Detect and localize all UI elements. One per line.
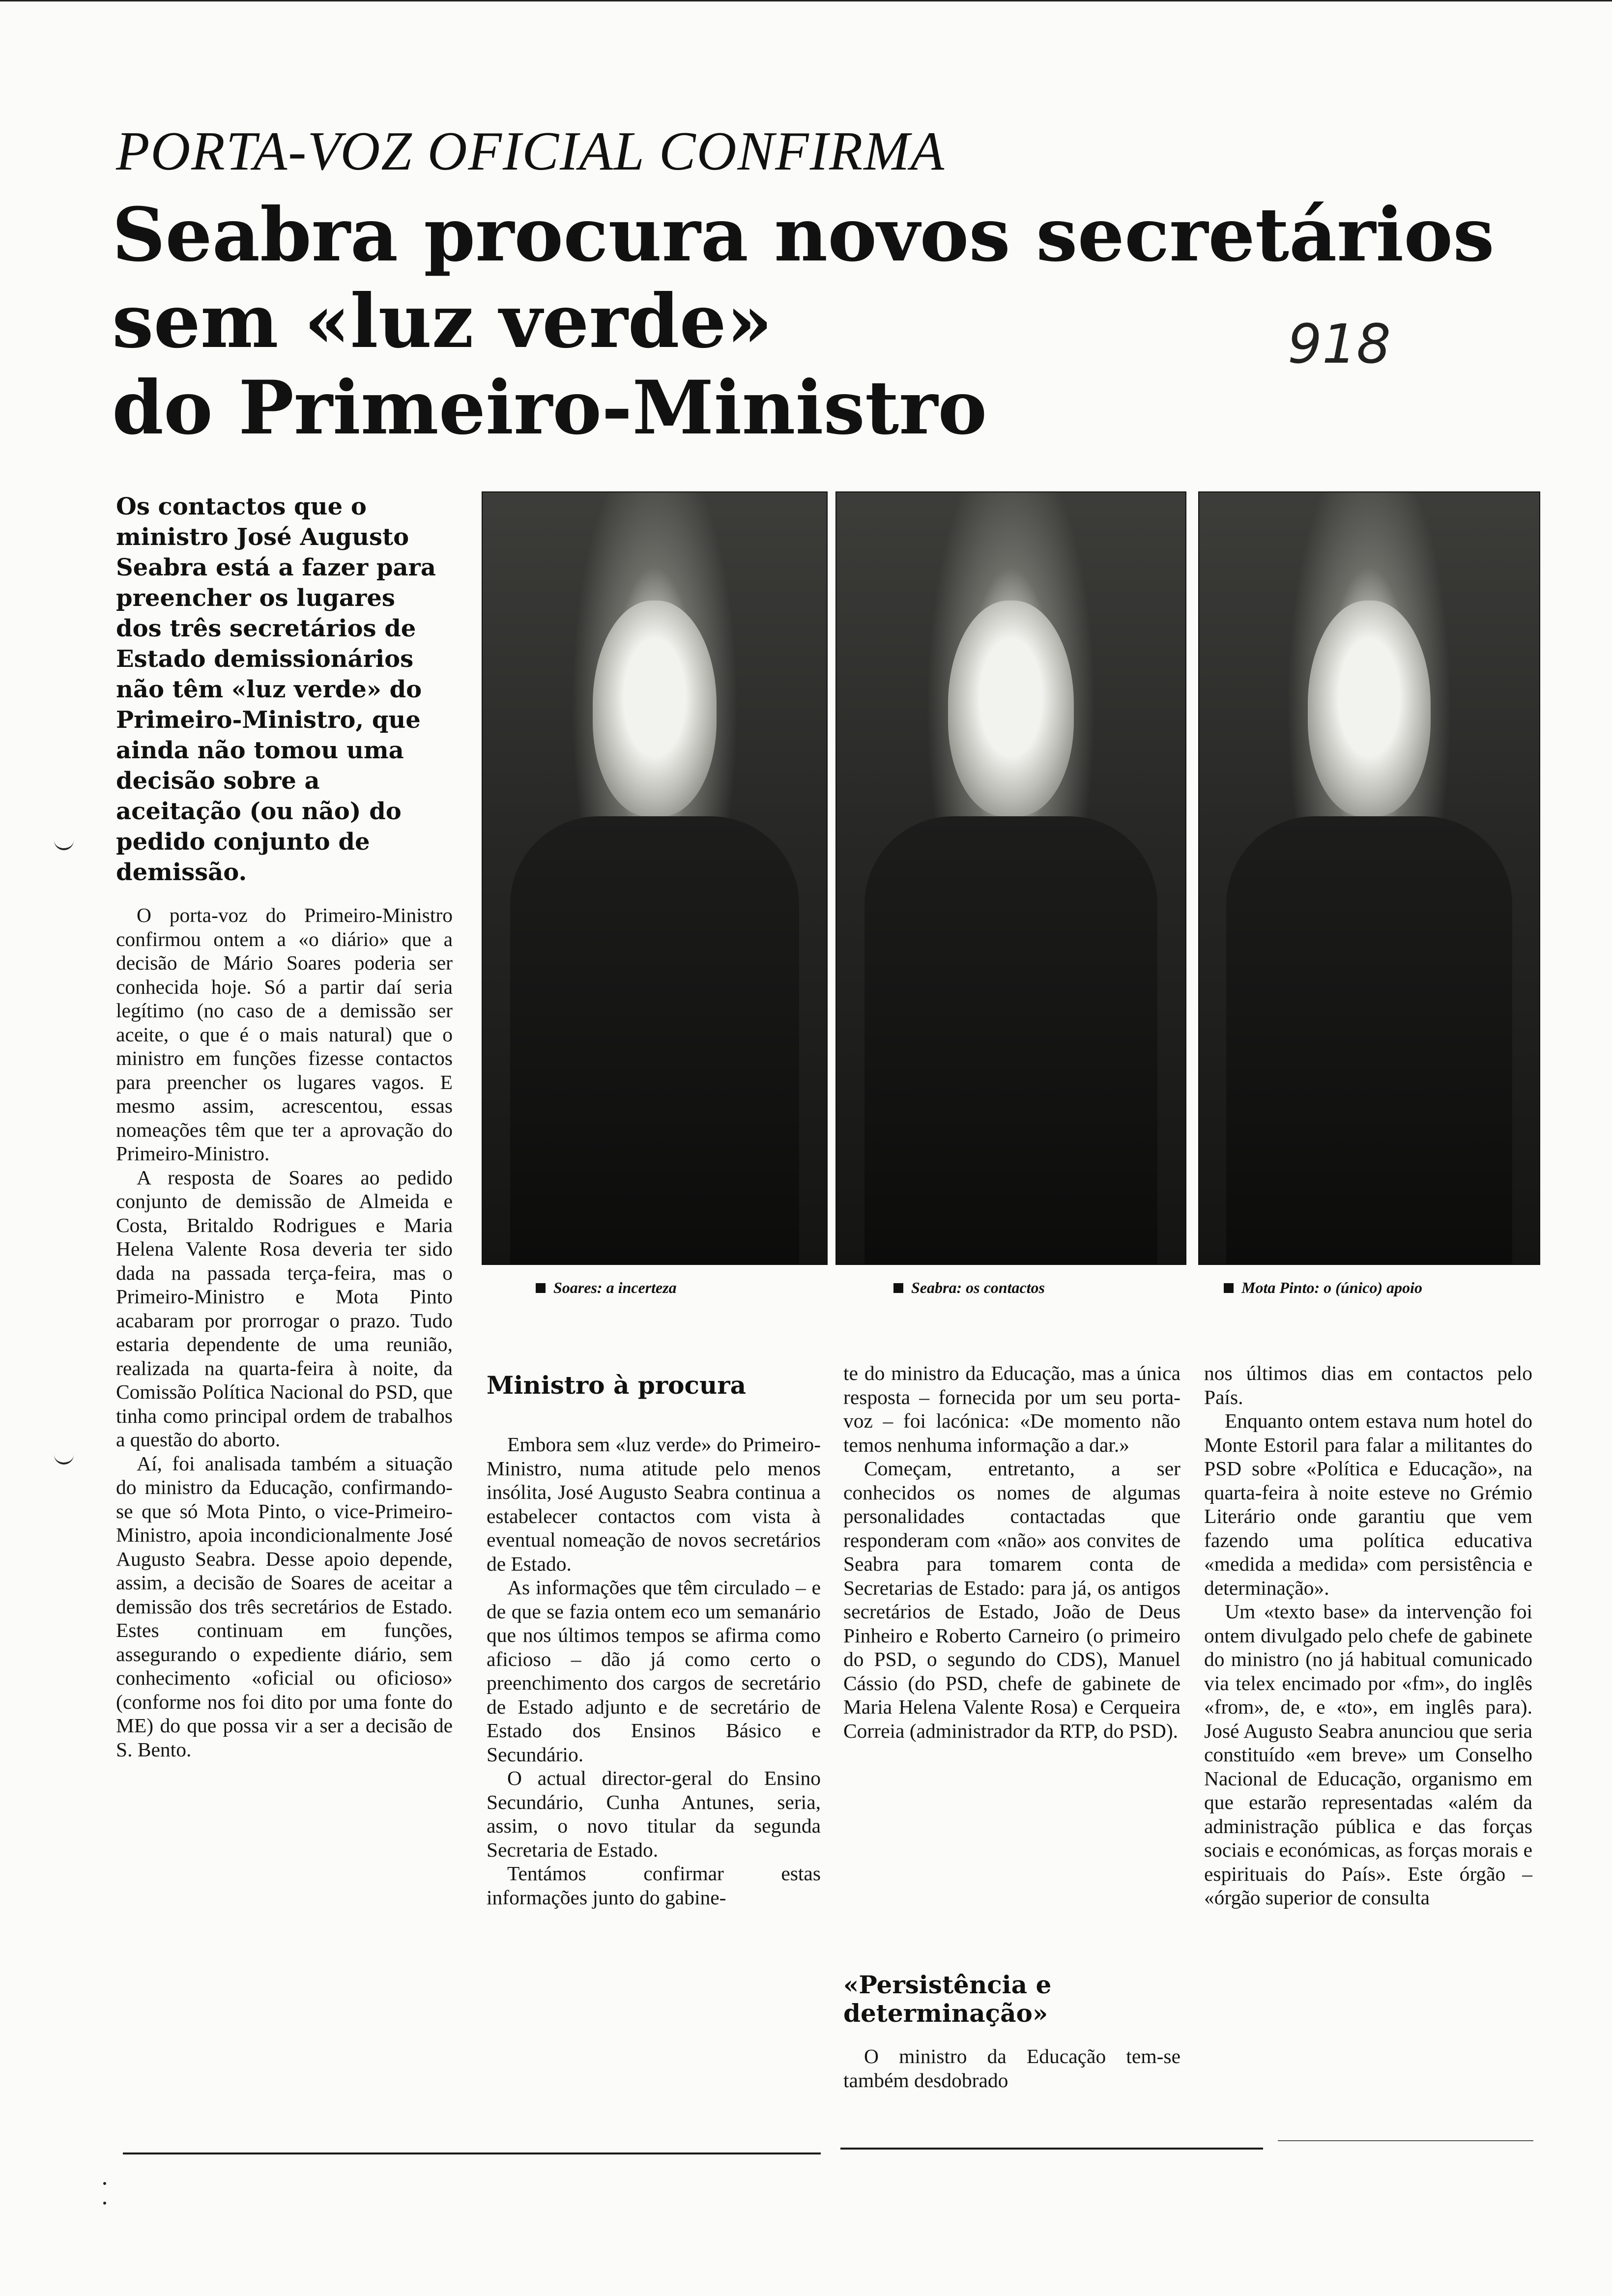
body-column-2 bbox=[487, 1433, 821, 1909]
margin-dot-icon bbox=[103, 2202, 106, 2205]
headline-line-3: do Primeiro-Ministro bbox=[112, 365, 987, 451]
body-column-3-continued bbox=[843, 2044, 1180, 2092]
photo-caption-2: Seabra: os contactos bbox=[893, 1278, 1045, 1297]
photo-caption-1: Soares: a incerteza bbox=[536, 1278, 677, 1297]
paragraph: Aí, foi analisada também a situação do ministro da Educação, confirmando-se que só Mota Pinto, o vice-Primeiro-Ministro, apoia incondicionalmente José Augusto Seabra. Desse apoio depende, assim, a decisão de Soares de aceitar a demissão dos três secretários de Estado. Estes continuam em funções, assegurando o expediente diário, sem conhecimento «oficial ou oficioso» (conforme nos foi dito por uma fonte do ME) do que possa vir a ser a decisão de S. Bento. bbox=[116, 1452, 453, 1761]
paragraph: Um «texto base» da intervenção foi ontem divulgado pelo chefe de gabinete do ministro (no já habitual comunicado via telex encimado por «fm», do inglês «from», de, e «to», em inglês para). José Augusto Seabra anunciou que seria constituído «em breve» um Conselho Nacional de Educação, organismo em que estarão representadas «além da administração pública e das forças sociais e económicas, as forças morais e espirituais do País». Este órgão – «órgão superior de consulta bbox=[1204, 1600, 1532, 1909]
caption-bullet-icon bbox=[893, 1283, 903, 1293]
paragraph: A resposta de Soares ao pedido conjunto de demissão de Almeida e Costa, Britaldo Rodrigues e Maria Helena Valente Rosa deveria ter sido dada na passada terça-feira, mas o Primeiro-Ministro e Mota Pinto acabaram por prorrogar o prazo. Tudo estaria dependente de uma reunião, realizada na quarta-feira à noite, da Comissão Política Nacional do PSD, que tinha como principal ordem de trabalhos a questão do aborto. bbox=[116, 1166, 453, 1451]
paragraph: Enquanto ontem estava num hotel do Monte Estoril para falar a militantes do PSD sobre «Política e Educação», na quarta-feira à noite esteve no Grémio Literário onde garantiu que vem fazendo uma política educativa «medida a medida» com persistência e determinação». bbox=[1204, 1409, 1532, 1599]
bottom-rule-left bbox=[123, 2152, 821, 2154]
portrait-photo-mota-pinto bbox=[1198, 491, 1540, 1265]
page-top-border bbox=[0, 0, 1612, 1]
paragraph: Começam, entretanto, a ser conhecidos os nomes de algumas personalidades contactadas que responderam com «não» aos convites de Seabra para tomarem conta de Secretarias de Estado: para já, os antigos secretários de Estado, João de Deus Pinheiro e Roberto Carneiro (o primeiro do PSD, o segundo do CDS), Manuel Cássio (do PSD, chefe de gabinete de Maria Helena Valente Rosa) e Cerqueira Correia (administrador da RTP, do PSD). bbox=[843, 1457, 1180, 1742]
bottom-rule-right bbox=[1278, 2140, 1533, 2141]
paragraph: te do ministro da Educação, mas a única resposta – fornecida por um seu porta-voz – foi lacónica: «De momento não temos nenhuma informação a dar.» bbox=[843, 1362, 1180, 1456]
subheading-ministro-a-procura: Ministro à procura bbox=[487, 1371, 747, 1400]
margin-dot-icon bbox=[103, 2182, 106, 2185]
paragraph: nos últimos dias em contactos pelo País. bbox=[1204, 1362, 1532, 1408]
paragraph: O porta-voz do Primeiro-Ministro confirmou ontem a «o diário» que a decisão de Mário Soares poderia ser conhecida hoje. Só a partir daí seria legítimo (no caso de a demissão ser aceite, o que é o mais natural) que o ministro em funções fizesse contactos para preencher os lugares vagos. E mesmo assim, acrescentou, essas nomeações têm que ter a aprovação do Primeiro-Ministro. bbox=[116, 904, 453, 1165]
paragraph: As informações que têm circulado – e de que se fazia ontem eco um semanário que nos últimos tempos se afirma como aficioso – dão já como certo o preenchimento dos cargos de secretário de Estado adjunto e de secretário de Estado dos Ensinos Básico e Secundário. bbox=[487, 1576, 821, 1766]
headline-line-1: Seabra procura novos secretários bbox=[112, 192, 1495, 278]
body-column-3 bbox=[843, 1361, 1180, 1743]
handwritten-page-number: 918 bbox=[1288, 313, 1391, 375]
portrait-photo-seabra bbox=[835, 491, 1186, 1265]
photo-caption-3: Mota Pinto: o (único) apoio bbox=[1224, 1278, 1422, 1297]
article-lead: Os contactos que o ministro José Augusto Seabra está a fazer para preencher os lugares dos três secretários de Estado demissionários não têm «luz verde» do Primeiro-Ministro, que ainda não tomou uma decisão sobre a aceitação (ou não) do pedido conjunto de demissão. bbox=[116, 493, 436, 886]
paragraph: Tentámos confirmar estas informações junto do gabine- bbox=[487, 1862, 821, 1909]
body-column-4 bbox=[1204, 1361, 1532, 1910]
margin-check-mark-icon bbox=[54, 1450, 74, 1464]
bottom-rule-middle bbox=[840, 2148, 1263, 2150]
paragraph: O ministro da Educação tem-se também desdobrado bbox=[843, 2045, 1180, 2092]
body-column-1 bbox=[116, 903, 453, 1761]
caption-bullet-icon bbox=[536, 1283, 546, 1293]
portrait-photo-soares bbox=[482, 491, 828, 1265]
subheading-persistencia: «Persistência e determinação» bbox=[843, 1970, 1052, 2028]
headline-line-2: sem «luz verde» bbox=[112, 278, 773, 365]
margin-check-mark-icon bbox=[54, 835, 74, 850]
caption-bullet-icon bbox=[1224, 1283, 1234, 1293]
paragraph: O actual director-geral do Ensino Secundário, Cunha Antunes, seria, assim, o novo titular da segunda Secretaria de Estado. bbox=[487, 1767, 821, 1861]
article-kicker: PORTA-VOZ OFICIAL CONFIRMA bbox=[116, 121, 946, 182]
paragraph: Embora sem «luz verde» do Primeiro-Ministro, numa atitude pelo menos insólita, José Augusto Seabra continua a estabelecer contactos com vista à eventual nomeação de novos secretários de Estado. bbox=[487, 1433, 821, 1575]
